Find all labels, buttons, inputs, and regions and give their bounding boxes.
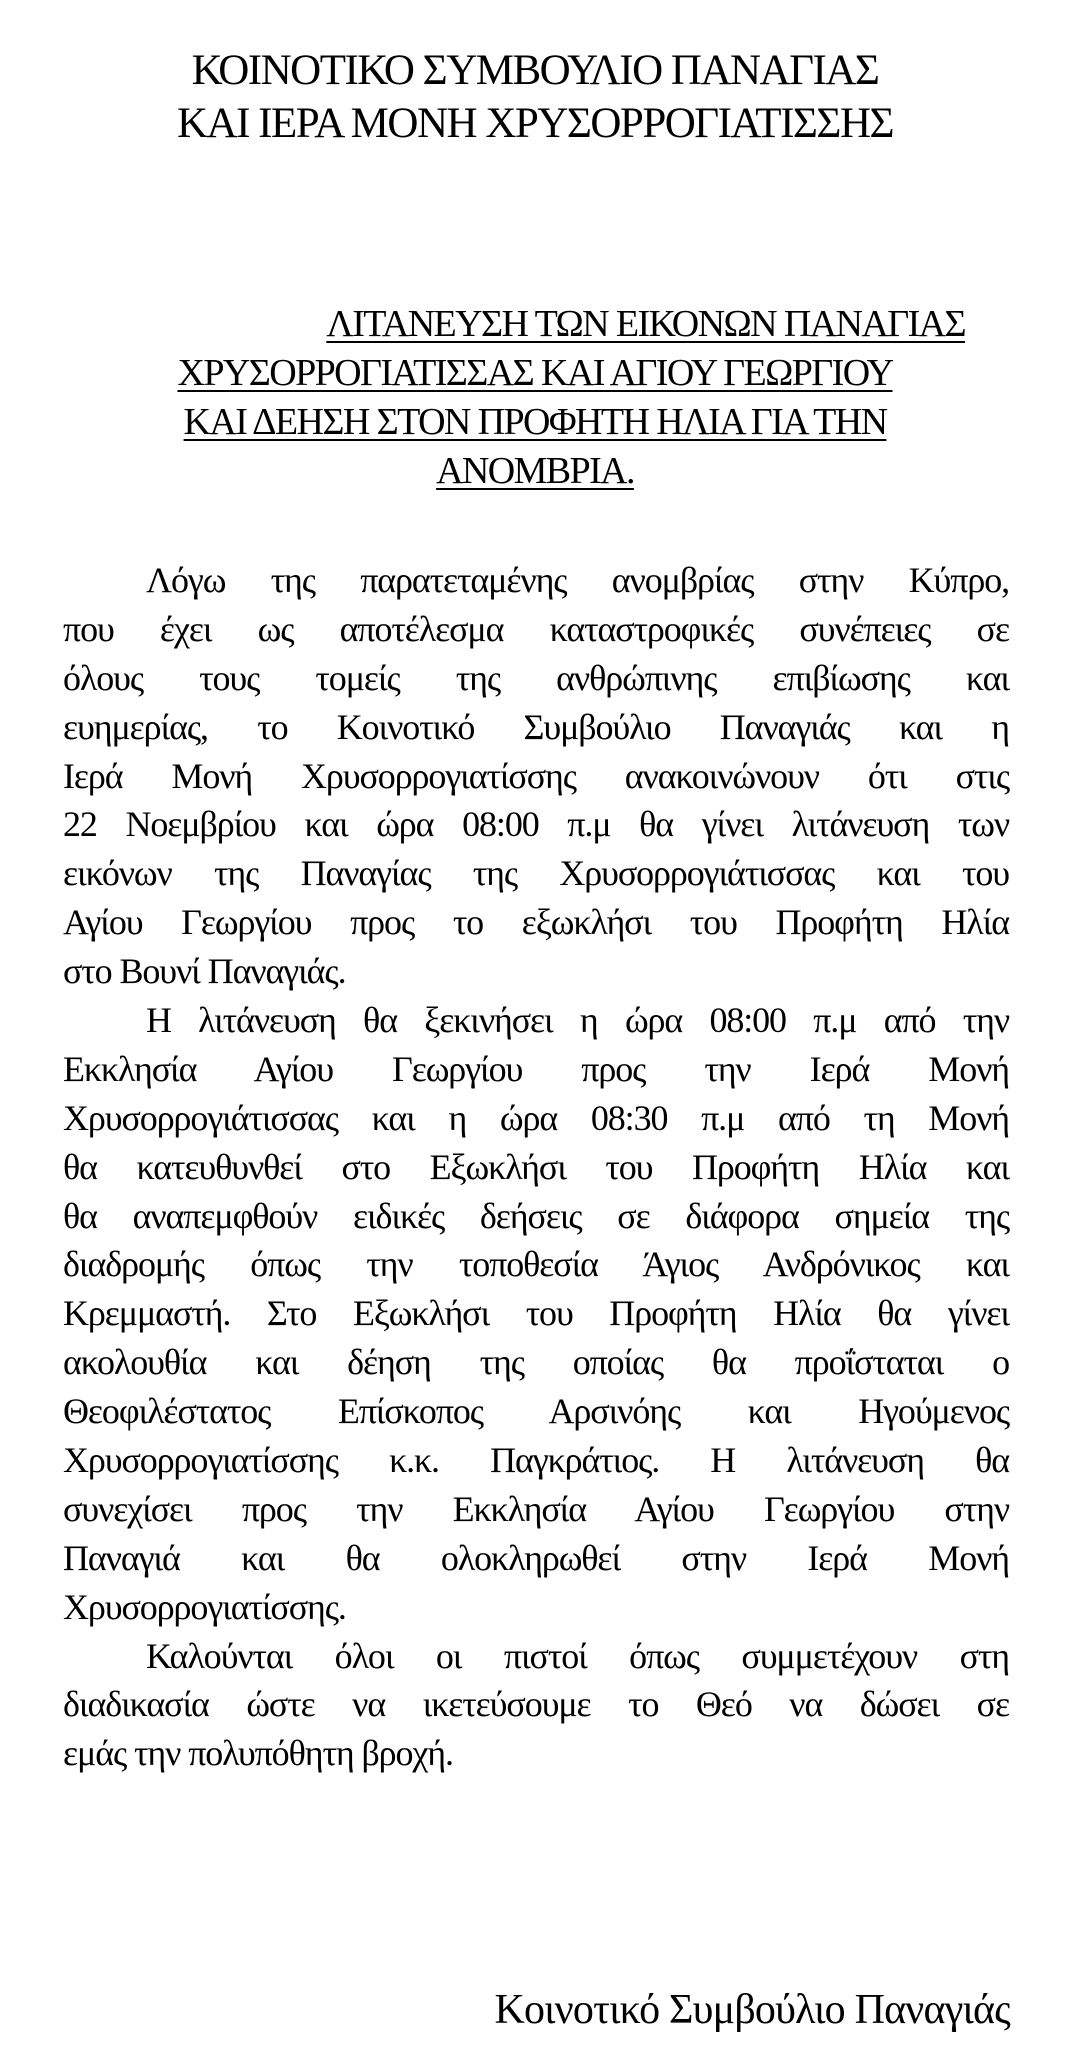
text-line: συνεχίσει προς την Εκκλησία Αγίου Γεωργίου στην xyxy=(63,1488,1009,1529)
title-line: ΑΝΟΜΒΡΙΑ. xyxy=(436,450,634,492)
text-line: Χρυσορρογιάτισσας και η ώρα 08:30 π.μ από τη Μονή xyxy=(63,1097,1009,1138)
text-line: που έχει ως αποτέλεσμα καταστροφικές συνέπειες σε xyxy=(63,608,1009,649)
text-line: διαδρομής όπως την τοποθεσία Άγιος Ανδρόνικος και xyxy=(63,1244,1009,1285)
text-line: Παναγιά και θα ολοκληρωθεί στην Ιερά Μονή xyxy=(63,1537,1009,1578)
text-line: Χρυσορρογιατίσσης. xyxy=(63,1586,346,1627)
text-line: εικόνων της Παναγίας της Χρυσορρογιάτισσας και του xyxy=(63,853,1009,894)
text-line: Καλούνται όλοι οι πιστοί όπως συμμετέχουν στη xyxy=(146,1635,1009,1676)
text-line: διαδικασία ώστε να ικετεύσουμε το Θεό να δώσει σε xyxy=(63,1684,1009,1725)
text-line: Εκκλησία Αγίου Γεωργίου προς την Ιερά Μονή xyxy=(63,1048,1009,1089)
text-line: Λόγω της παρατεταμένης ανομβρίας στην Κύπρο, xyxy=(146,560,1009,600)
title-line: ΧΡΥΣΟΡΡΟΓΙΑΤΙΣΣΑΣ ΚΑΙ ΑΓΙΟΥ ΓΕΩΡΓΙΟΥ xyxy=(177,352,893,394)
title-line: ΚΑΙ ΔΕΗΣΗ ΣΤΟΝ ΠΡΟΦΗΤΗ ΗΛΙΑ ΓΙΑ ΤΗΝ xyxy=(183,401,887,443)
text-line: εμάς την πολυπόθητη βροχή. xyxy=(63,1733,453,1774)
text-line: ακολουθία και δέηση της οποίας θα προΐσταται ο xyxy=(63,1342,1009,1383)
document-body xyxy=(63,556,1009,1778)
paragraph xyxy=(63,556,1009,996)
text-line: Η λιτάνευση θα ξεκινήσει η ώρα 08:00 π.μ από την xyxy=(146,1000,1009,1041)
text-line: Αγίου Γεωργίου προς το εξωκλήσι του Προφήτη Ηλία xyxy=(63,902,1009,943)
text-line: θα κατευθυνθεί στο Εξωκλήσι του Προφήτη Ηλία και xyxy=(63,1146,1009,1187)
text-line: Χρυσορρογιατίσσης κ.κ. Παγκράτιος. Η λιτάνευση θα xyxy=(63,1440,1009,1481)
text-line: Κρεμμαστή. Στο Εξωκλήσι του Προφήτη Ηλία θα γίνει xyxy=(63,1293,1009,1334)
text-line: ευημερίας, το Κοινοτικό Συμβούλιο Παναγιάς και η xyxy=(63,706,1009,747)
paragraph xyxy=(63,996,1009,1632)
text-line: θα αναπεμφθούν ειδικές δεήσεις σε διάφορα σημεία της xyxy=(63,1195,1009,1236)
title-line: ΛΙΤΑΝΕΥΣΗ ΤΩΝ ΕΙΚΟΝΩΝ ΠΑΝΑΓΙΑΣ xyxy=(326,303,965,345)
letterhead-line: ΚΑΙ ΙΕΡΑ ΜΟΝΗ ΧΡΥΣΟΡΡΟΓΙΑΤΙΣΣΗΣ xyxy=(176,100,894,147)
text-line: στο Βουνί Παναγιάς. xyxy=(63,951,346,992)
document-title xyxy=(95,300,975,496)
text-line: Θεοφιλέστατος Επίσκοπος Αρσινόης και Ηγούμενος xyxy=(63,1391,1009,1432)
signature: Κοινοτικό Συμβούλιο Παναγιάς xyxy=(494,1987,1010,2033)
text-line: 22 Νοεμβρίου και ώρα 08:00 π.μ θα γίνει λιτάνευση των xyxy=(63,804,1009,845)
paragraph xyxy=(63,1632,1009,1779)
letterhead xyxy=(0,44,1070,150)
text-line: όλους τους τομείς της ανθρώπινης επιβίωσης και xyxy=(63,657,1009,698)
text-line: Ιερά Μονή Χρυσορρογιατίσσης ανακοινώνουν ότι στις xyxy=(63,755,1009,796)
letterhead-line: ΚΟΙΝΟΤΙΚΟ ΣΥΜΒΟΥΛΙΟ ΠΑΝΑΓΙΑΣ xyxy=(191,47,879,94)
